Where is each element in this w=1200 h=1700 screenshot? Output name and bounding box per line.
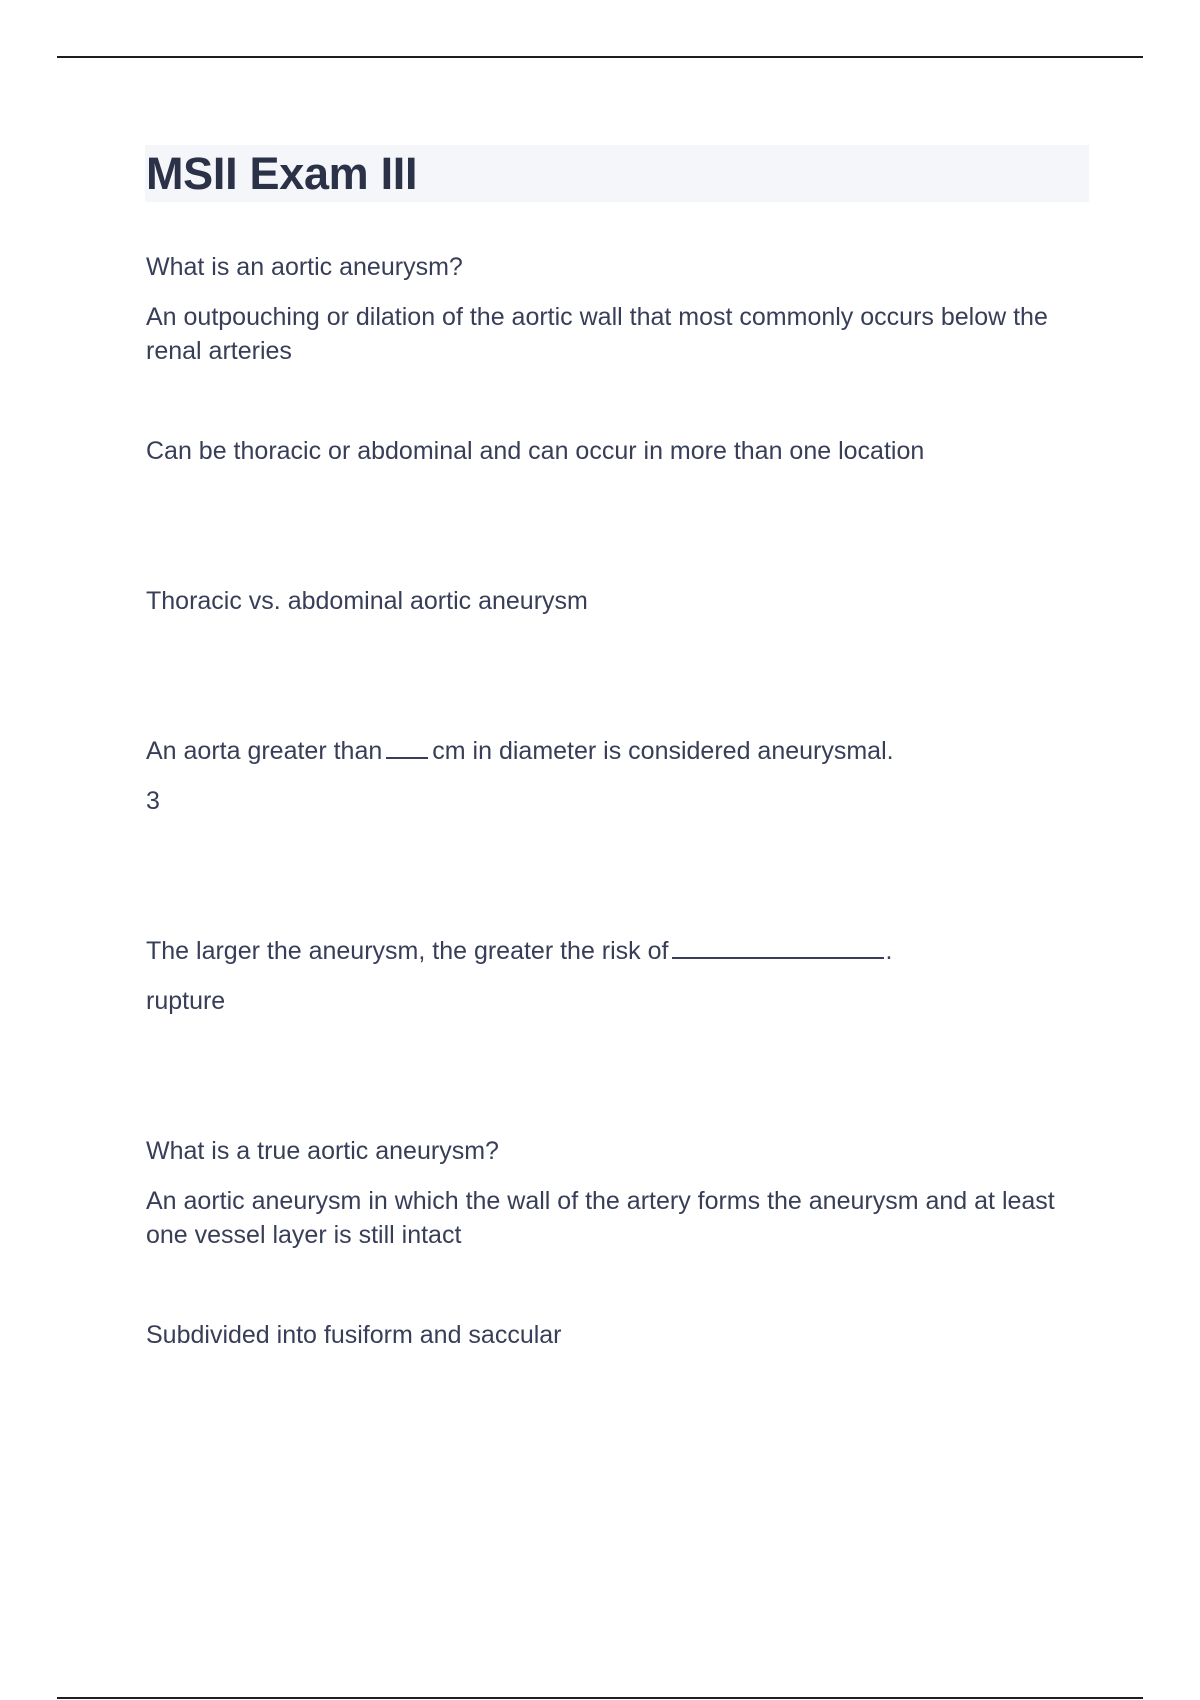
question-thoracic-vs-abdominal: Thoracic vs. abdominal aortic aneurysm xyxy=(146,587,588,615)
question-text-after-blank: . xyxy=(885,937,893,965)
fill-in-blank xyxy=(386,735,428,759)
header-rule xyxy=(57,56,1143,58)
question-aortic-aneurysm: What is an aortic aneurysm? xyxy=(146,253,463,281)
question-text-after-blank: cm in diameter is considered aneurysmal. xyxy=(432,737,894,765)
note-aortic-aneurysm-location: Can be thoracic or abdominal and can occur in more than one location xyxy=(146,437,925,465)
answer-true-aortic-aneurysm: An aortic aneurysm in which the wall of the artery forms the aneurysm and at least one vessel layer is still intact xyxy=(146,1187,1055,1249)
page-title: MSII Exam III xyxy=(146,148,418,199)
note-fusiform-saccular: Subdivided into fusiform and saccular xyxy=(146,1321,562,1349)
footer-rule xyxy=(57,1697,1143,1699)
question-text-before-blank: An aorta greater than xyxy=(146,737,383,765)
answer-aortic-aneurysm: An outpouching or dilation of the aortic wall that most commonly occurs below the renal arteries xyxy=(146,303,1048,365)
answer-aorta-diameter: 3 xyxy=(146,787,160,815)
question-true-aortic-aneurysm: What is a true aortic aneurysm? xyxy=(146,1137,499,1165)
question-aneurysm-risk xyxy=(146,934,1086,968)
fill-in-blank xyxy=(672,935,884,959)
question-text-before-blank: The larger the aneurysm, the greater the risk of xyxy=(146,937,669,965)
question-aorta-diameter xyxy=(146,734,1086,768)
answer-aneurysm-risk: rupture xyxy=(146,987,226,1015)
